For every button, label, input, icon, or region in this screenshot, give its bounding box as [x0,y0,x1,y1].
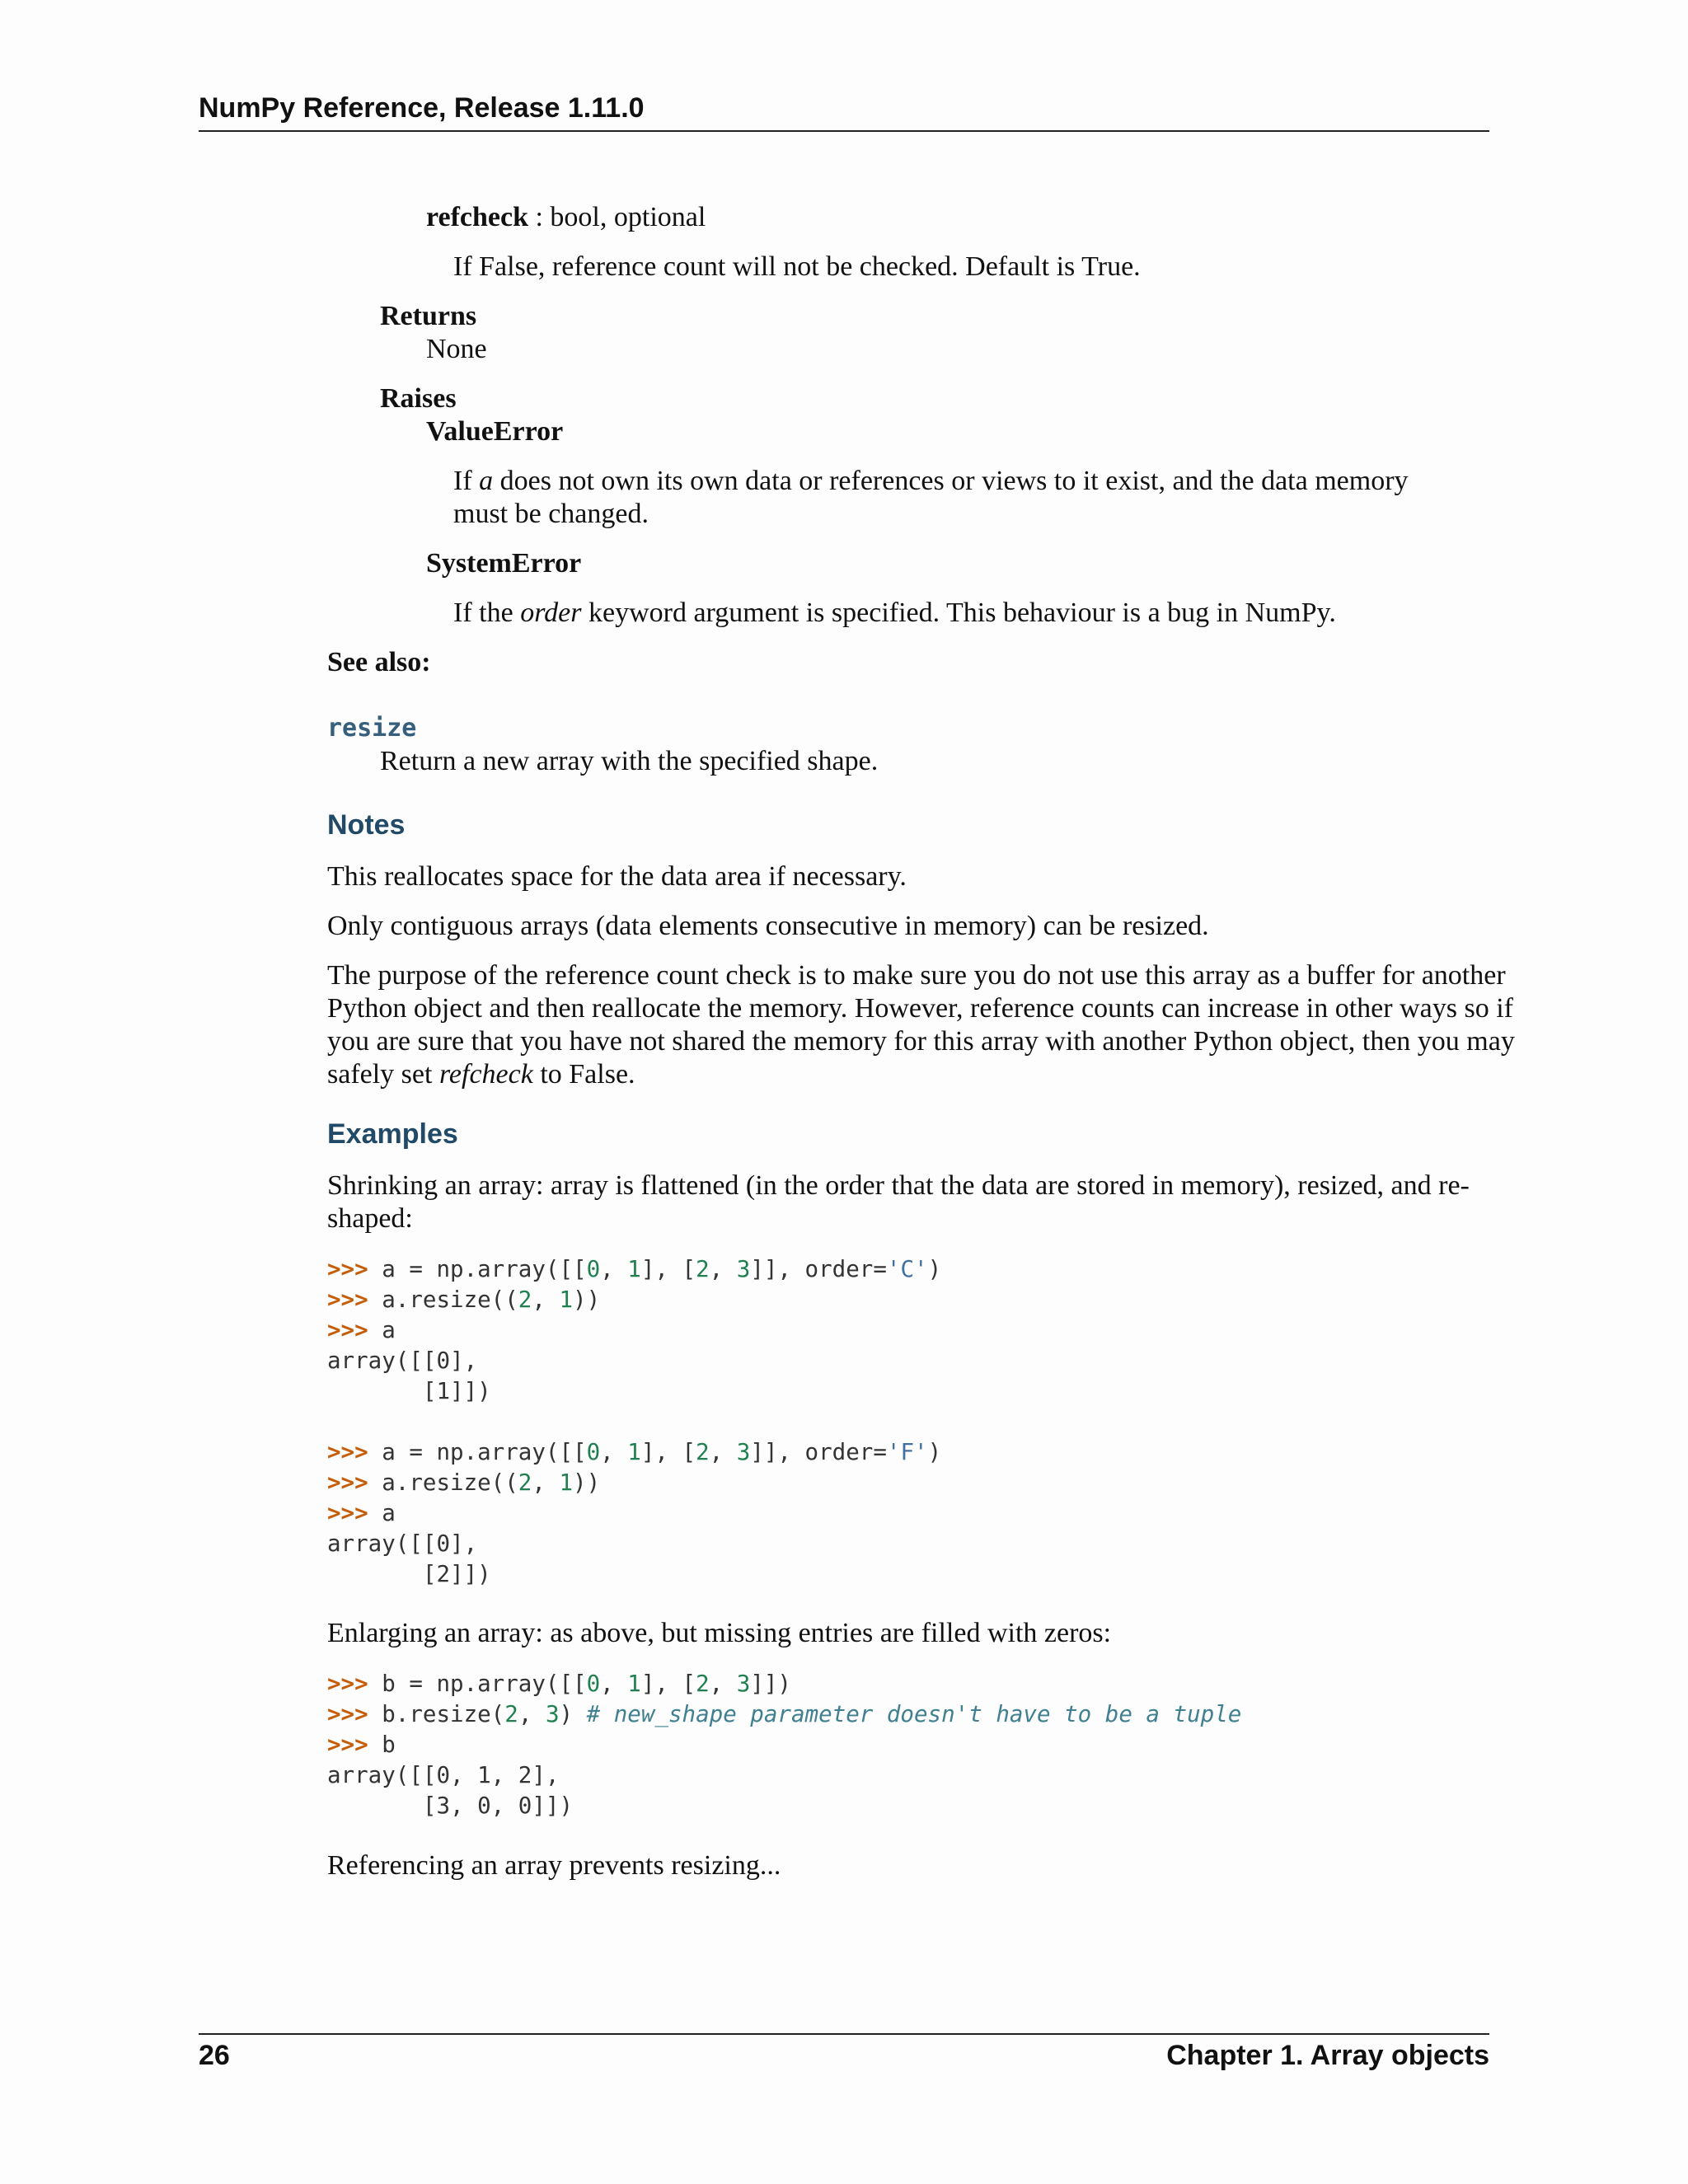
returns-value: None [426,334,487,364]
chapter-title: Chapter 1. Array objects [1166,2040,1489,2071]
code-output: [1]]) [327,1378,491,1404]
code-line: >>> b.resize(2, 3) # new_shape parameter doesn't have to be a tuple [327,1701,1242,1727]
code-block-enlarge [327,1669,1241,1821]
returns-label: Returns [380,301,477,331]
examples-intro: Shrinking an array: array is flattened (in the order that the data are stored in memory), resized, and re- [327,1170,1470,1201]
notes-paragraph: The purpose of the reference count check is to make sure you do not use this array as a buffer for another [327,960,1506,991]
code-output: array([[0, 1, 2], [327,1762,560,1788]
code-line: >>> a [327,1500,396,1526]
notes-paragraph: This reallocates space for the data area if necessary. [327,861,907,892]
raises-valueerror-desc-cont: must be changed. [453,499,649,529]
notes-heading: Notes [327,809,406,841]
code-line: >>> a.resize((2, 1)) [327,1286,601,1313]
code-line: >>> b = np.array([[0, 1], [2, 3]]) [327,1671,791,1697]
examples-intro: shaped: [327,1203,413,1234]
code-line: >>> a = np.array([[0, 1], [2, 3]], order='F') [327,1439,942,1465]
raises-label: Raises [380,383,457,414]
code-line: >>> a [327,1317,396,1343]
notes-paragraph: Only contiguous arrays (data elements consecutive in memory) can be resized. [327,911,1209,941]
running-header: NumPy Reference, Release 1.11.0 [199,92,645,124]
raises-valueerror: ValueError [426,416,564,447]
param-name: refcheck [426,202,528,232]
notes-paragraph: you are sure that you have not shared the memory for this array with another Python object, then you may [327,1026,1515,1057]
notes-paragraph: safely set refcheck to False. [327,1059,635,1090]
raises-valueerror-desc: If a does not own its own data or references or views to it exist, and the data memory [453,466,1409,496]
code-output: [2]]) [327,1561,491,1587]
notes-paragraph: Python object and then reallocate the memory. However, reference counts can increase in other ways so if [327,993,1513,1024]
param-type: : bool, optional [528,202,706,232]
code-line: >>> a.resize((2, 1)) [327,1469,601,1496]
code-line: >>> a = np.array([[0, 1], [2, 3]], order='C') [327,1256,942,1282]
page-number: 26 [199,2040,230,2071]
footer-rule [199,2033,1489,2035]
see-also-desc: Return a new array with the specified shape. [380,746,879,776]
examples-referencing-text: Referencing an array prevents resizing... [327,1850,781,1881]
header-rule [199,130,1489,132]
code-output: [3, 0, 0]]) [327,1793,574,1819]
param-refcheck [426,201,706,234]
raises-systemerror: SystemError [426,548,582,579]
examples-heading: Examples [327,1118,458,1150]
code-line: >>> b [327,1732,396,1758]
code-block-shrink-f [327,1437,941,1590]
see-also-resize-link[interactable]: resize [327,714,417,743]
see-also-label: See also: [327,647,431,677]
code-output: array([[0], [327,1347,478,1374]
code-output: array([[0], [327,1530,478,1557]
param-refcheck-desc: If False, reference count will not be checked. Default is True. [453,251,1141,282]
examples-enlarge-text: Enlarging an array: as above, but missing entries are filled with zeros: [327,1618,1112,1648]
code-block-shrink-c [327,1254,941,1407]
code-comment: # new_shape parameter doesn't have to be a tuple [586,1701,1242,1727]
raises-systemerror-desc: If the order keyword argument is specified. This behaviour is a bug in NumPy. [453,598,1336,628]
